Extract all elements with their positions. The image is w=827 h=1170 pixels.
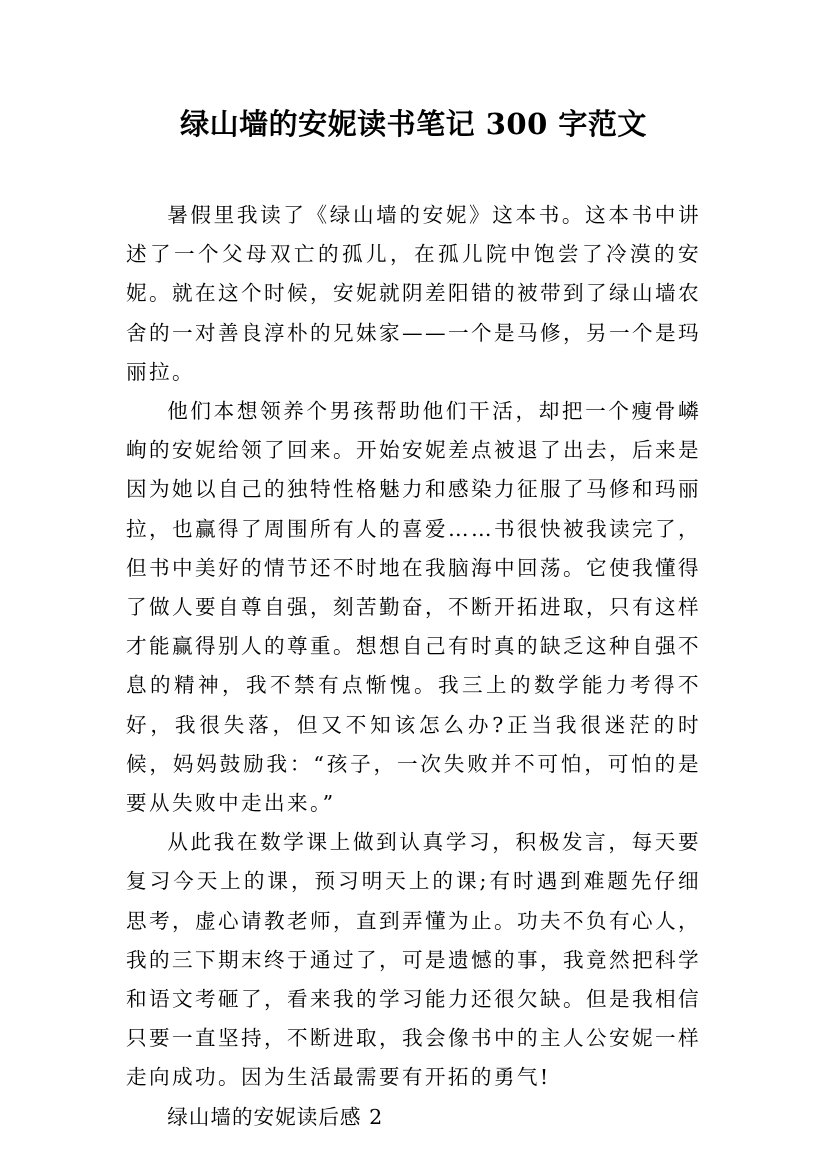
document-title: 绿山墙的安妮读书笔记 300 字范文 [180, 107, 647, 141]
paragraph-3: 从此我在数学课上做到认真学习，积极发言，每天要复习今天上的课，预习明天上的课;有时遇到难题先仔细思考，虚心请教老师，直到弄懂为止。功夫不负有心人，我的三下期末终于通过了，可是遗憾的事，我竟然把科学和语文考砸了，看来我的学习能力还很欠缺。但是我相信只要一直坚持，不断进取，我会像书中的主人公安妮一样走向成功。因为生活最需要有开拓的勇气! [126, 830, 701, 1090]
document-body [126, 196, 701, 1137]
section-subheading: 绿山墙的安妮读后感 2 [167, 1104, 384, 1129]
paragraph-2: 他们本想领养个男孩帮助他们干活，却把一个瘦骨嶙峋的安妮给领了回来。开始安妮差点被退了出去，后来是因为她以自己的独特性格魅力和感染力征服了马修和玛丽拉，也赢得了周围所有人的喜爱……书很快被我读完了，但书中美好的情节还不时地在我脑海中回荡。它使我懂得了做人要自尊自强，刻苦勤奋，不断开拓进取，只有这样才能赢得别人的尊重。想想自己有时真的缺乏这种自强不息的精神，我不禁有点惭愧。我三上的数学能力考得不好，我很失落，但又不知该怎么办?正当我很迷茫的时候，妈妈鼓励我：“孩子，一次失败并不可怕，可怕的是要从失败中走出来。” [126, 399, 701, 816]
paragraph-1: 暑假里我读了《绿山墙的安妮》这本书。这本书中讲述了一个父母双亡的孤儿，在孤儿院中饱尝了冷漠的安妮。就在这个时候，安妮就阴差阳错的被带到了绿山墙农舍的一对善良淳朴的兄妹家——一个是马修，另一个是玛丽拉。 [126, 203, 701, 384]
